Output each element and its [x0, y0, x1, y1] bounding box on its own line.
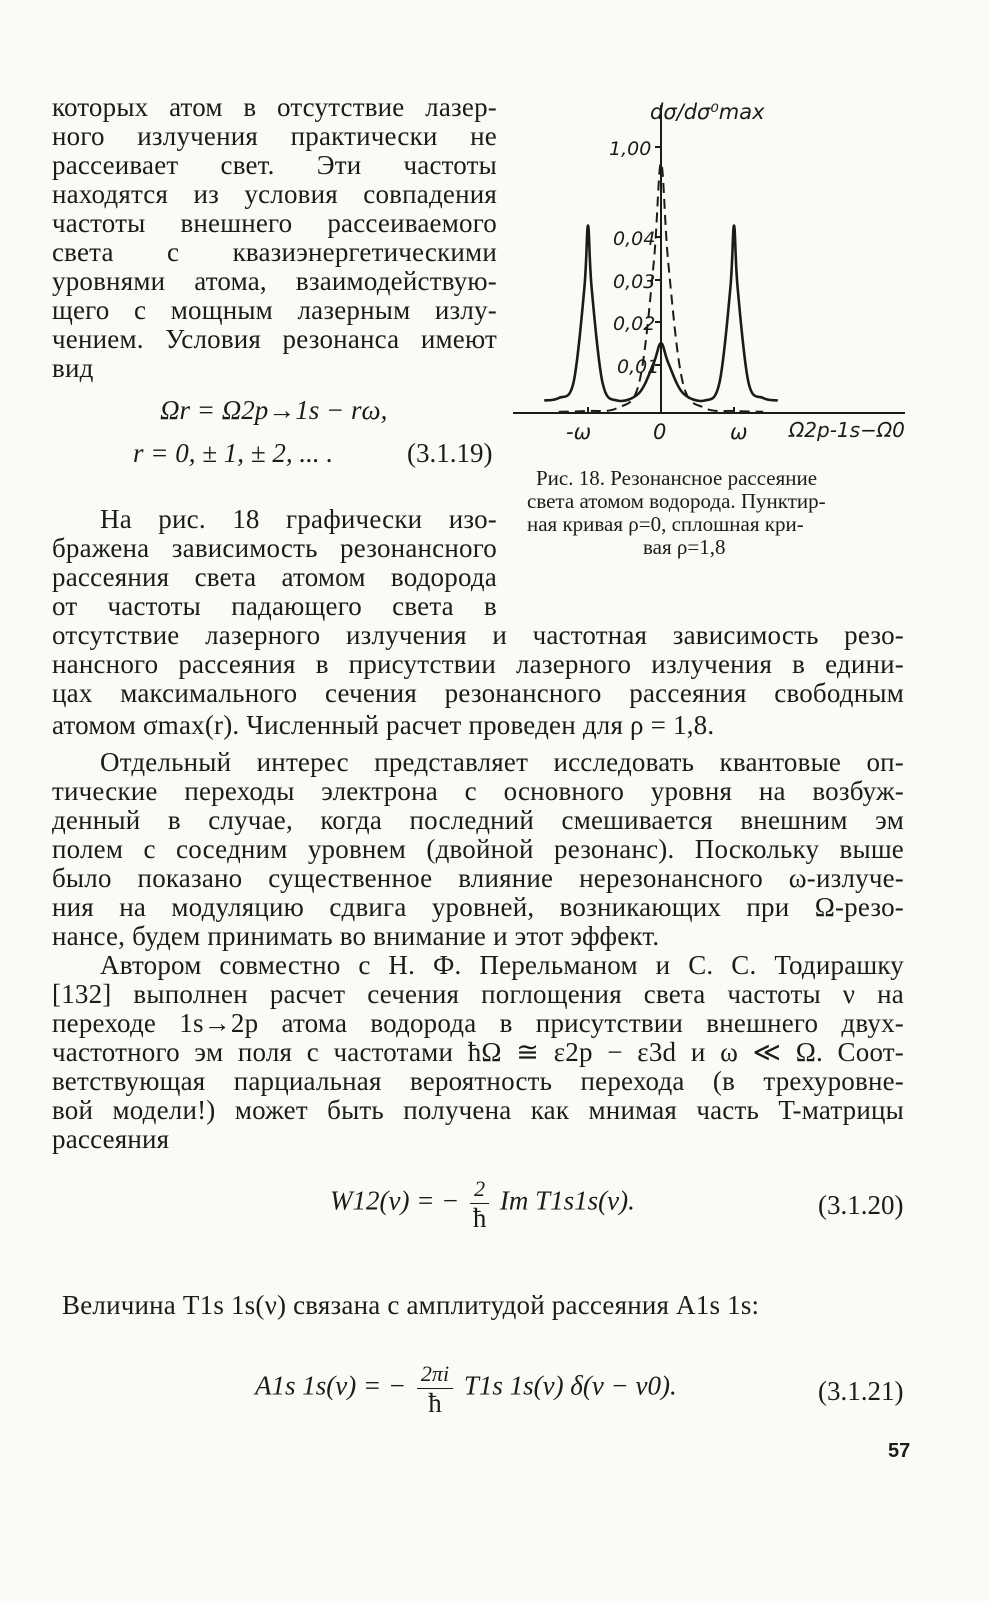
resonance-scattering-plot: [505, 95, 915, 435]
text-line: вид: [52, 353, 94, 383]
figure-caption-line: света атомом водорода. Пунктир-: [527, 489, 826, 513]
text-line: полем с соседним уровнем (двойной резонанс). Поскольку выше: [52, 834, 904, 864]
text-line: ветствующая парциальная вероятность перехода (в трехуровне-: [52, 1066, 904, 1096]
text-line: атомом σmax(r). Численный расчет проведен для ρ = 1,8.: [52, 710, 715, 740]
equation-lhs: W12(ν) = −: [330, 1185, 460, 1216]
text-line: Величина T1s 1s(ν) связана с амплитудой рассеяния A1s 1s:: [62, 1290, 760, 1320]
text-line: которых атом в отсутствие лазер-: [52, 92, 497, 122]
text-line: частоты внешнего рассеиваемого: [52, 208, 497, 238]
text-line: вой модели!) может быть получена как мнимая часть T-матрицы: [52, 1095, 904, 1125]
x-tick-label: ω: [730, 420, 748, 444]
text-line: частотного эм поля с частотами ħΩ ≅ ε2p − ε3d и ω ≪ Ω. Соот-: [52, 1037, 904, 1067]
y-axis-label: dσ/dσ⁰max: [650, 100, 765, 124]
equation-fraction: [417, 1360, 453, 1417]
text-line: рассеяния света атомом водорода: [52, 562, 497, 592]
equation-lhs: A1s 1s(ν) = −: [255, 1370, 407, 1401]
equation-number: (3.1.20): [818, 1190, 904, 1220]
y-tick-label: 0,04: [613, 228, 656, 250]
x-tick-label: 0: [653, 420, 667, 444]
text-line: переходе 1s→2p атома водорода в присутствии внешнего двух-: [52, 1008, 904, 1038]
fraction-numerator: 2πi: [417, 1360, 453, 1389]
page-number: 57: [888, 1440, 911, 1462]
text-line: тические переходы электрона с основного уровня на возбуж-: [52, 776, 904, 806]
y-tick-label: 1,00: [609, 138, 652, 160]
text-line: рассеяния: [52, 1124, 170, 1154]
y-tick-label: 0,03: [613, 271, 656, 293]
equation-3-1-19-line1: Ωr = Ω2p→1s − rω,: [160, 395, 388, 425]
text-line: отсутствие лазерного излучения и частотная зависимость резо-: [52, 620, 904, 650]
text-line: было показано существенное влияние нерезонансного ω-излуче-: [52, 863, 904, 893]
equation-number: (3.1.19): [407, 438, 493, 468]
text-line: На рис. 18 графически изо-: [100, 504, 497, 534]
text-line: от частоты падающего света в: [52, 591, 497, 621]
fraction-numerator: 2: [470, 1175, 489, 1204]
text-line: цах максимального сечения резонансного рассеяния свободным: [52, 678, 904, 708]
text-line: ния на модуляцию сдвига уровней, возникающих при Ω-резо-: [52, 892, 904, 922]
text-line: денный в случае, когда последний смешивается внешним эм: [52, 805, 904, 835]
equation-3-1-19-line2: r = 0, ± 1, ± 2, ... .: [133, 438, 334, 468]
text-line: щего с мощным лазерным излу-: [52, 295, 497, 325]
figure-caption-line: ная кривая ρ=0, сплошная кри-: [527, 512, 804, 536]
text-line: уровнями атома, взаимодействую-: [52, 266, 497, 296]
y-tick-label: 0,01: [617, 356, 660, 378]
text-line: ного излучения практически не: [52, 121, 497, 151]
text-line: находятся из условия совпадения: [52, 179, 497, 209]
text-line: [132] выполнен расчет сечения поглощения света частоты ν на: [52, 979, 904, 1009]
equation-fraction: [470, 1175, 489, 1232]
text-line: света с квазиэнергетическими: [52, 237, 497, 267]
equation-number: (3.1.21): [818, 1376, 904, 1406]
figure-caption-line: Рис. 18. Резонансное рассеяние: [536, 466, 818, 490]
y-tick-label: 0,02: [613, 313, 656, 335]
equation-rhs: Im T1s1s(ν).: [499, 1185, 635, 1216]
text-line: нансного рассеяния в присутствии лазерного излучения в едини-: [52, 649, 904, 679]
x-tick-label: -ω: [566, 420, 592, 444]
equation-3-1-20: [330, 1175, 635, 1232]
text-line: бражена зависимость резонансного: [52, 533, 497, 563]
text-line: рассеивает свет. Эти частоты: [52, 150, 497, 180]
equation-rhs: T1s 1s(ν) δ(ν − ν0).: [463, 1370, 677, 1401]
fraction-denominator: ħ: [472, 1203, 487, 1233]
text-line: чением. Условия резонанса имеют: [52, 324, 497, 354]
text-line: Автором совместно с Н. Ф. Перельманом и С. С. Тодирашку: [100, 950, 904, 980]
text-line: Отдельный интерес представляет исследовать квантовые оп-: [100, 747, 904, 777]
equation-3-1-21: [255, 1360, 677, 1417]
figure-caption-line: вая ρ=1,8: [643, 535, 726, 559]
fraction-denominator: ħ: [428, 1388, 442, 1418]
text-line: нансе, будем принимать во внимание и этот эффект.: [52, 921, 660, 951]
x-axis-label: Ω2p-1s−Ω0: [789, 418, 905, 442]
